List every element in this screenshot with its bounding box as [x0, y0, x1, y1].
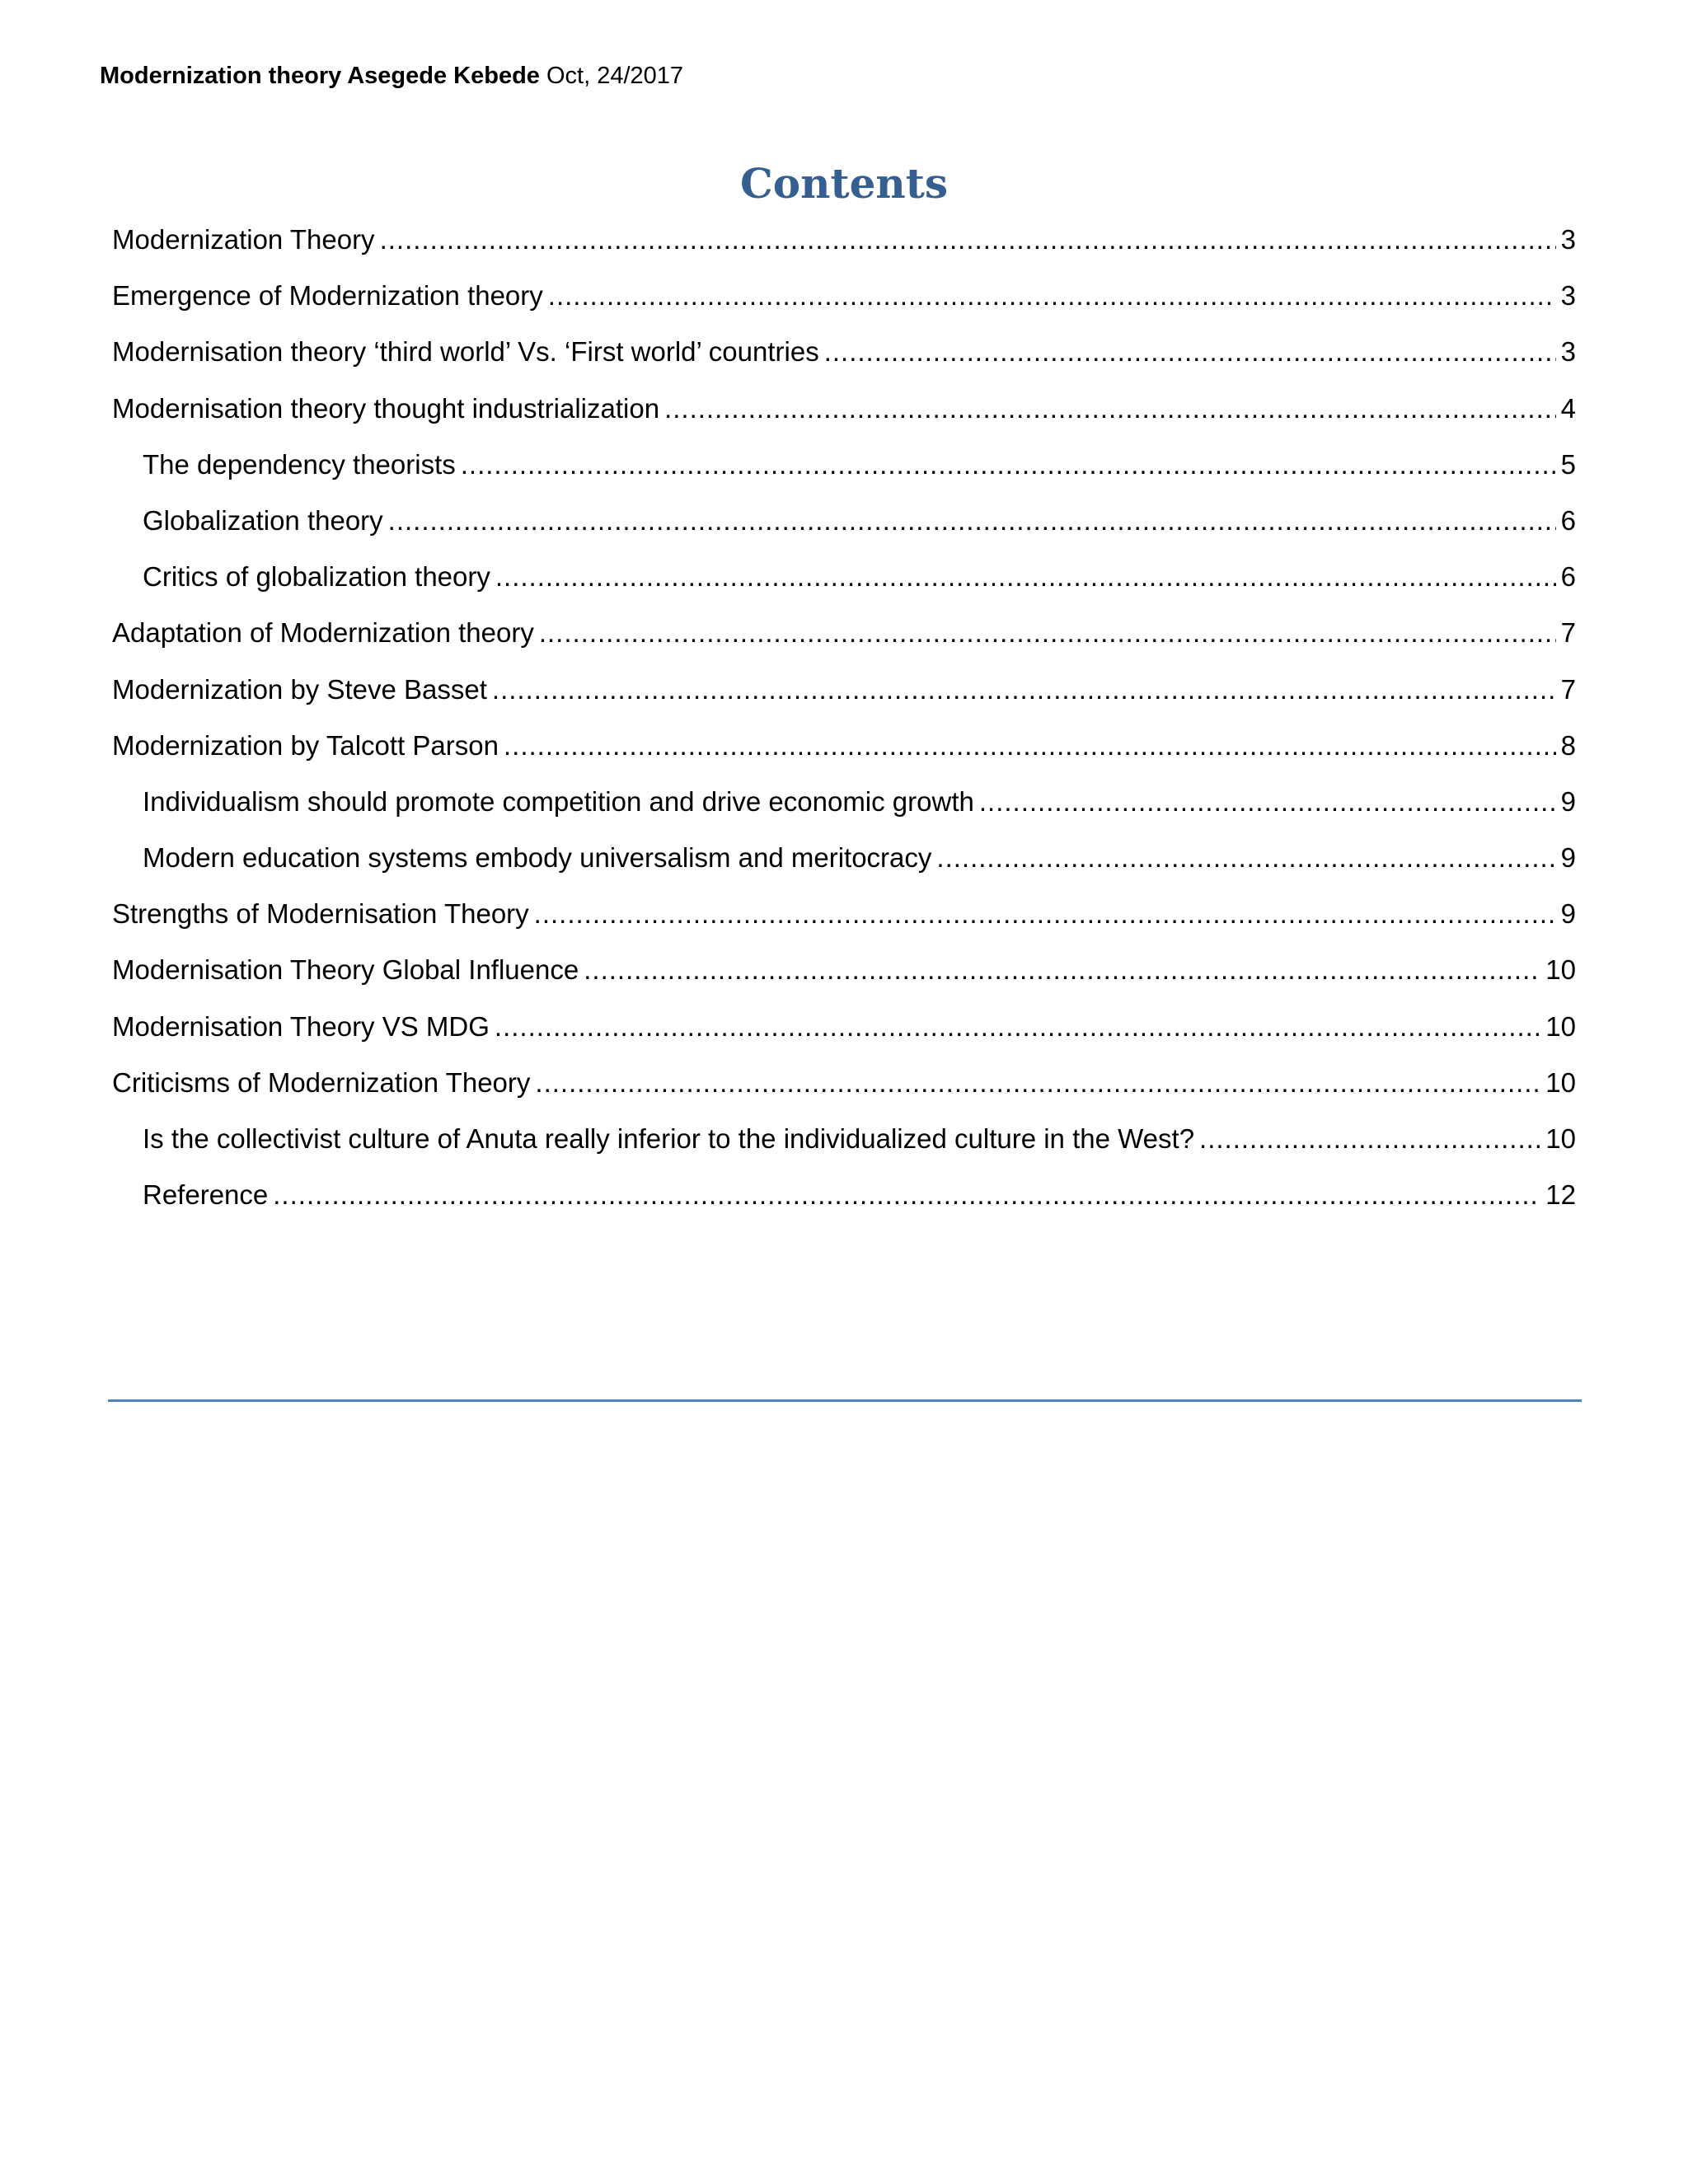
toc-entry-page: 9 — [1560, 898, 1576, 930]
divider-rule — [108, 1399, 1582, 1402]
toc-entry-label: Is the collectivist culture of Anuta really inferior to the individualized culture in the West? — [143, 1123, 1195, 1154]
toc-entry-anuta-culture[interactable] — [112, 1116, 1576, 1172]
toc-leader-dots — [461, 442, 1556, 487]
toc-entry-global-influence[interactable] — [112, 947, 1576, 1003]
toc-leader-dots — [824, 329, 1556, 374]
toc-entry-page: 10 — [1545, 954, 1576, 986]
toc-entry-label: Modernization by Talcott Parson — [112, 729, 499, 761]
toc-entry-label: Individualism should promote competition and drive economic growth — [143, 785, 974, 817]
toc-entry-label: The dependency theorists — [143, 448, 456, 480]
toc-entry-vs-mdg[interactable] — [112, 1004, 1576, 1060]
toc-leader-dots — [539, 610, 1556, 655]
toc-entry-criticisms[interactable] — [112, 1060, 1576, 1116]
toc-entry-page: 10 — [1545, 1010, 1576, 1042]
toc-title: Contents — [739, 159, 948, 208]
toc-entry-page: 3 — [1560, 280, 1576, 312]
toc-entry-talcott-parson[interactable] — [112, 723, 1576, 779]
toc-entry-label: Modernization Theory — [112, 224, 375, 255]
toc-leader-dots — [979, 779, 1556, 824]
toc-entry-steve-basset[interactable] — [112, 667, 1576, 723]
table-of-contents — [112, 217, 1576, 1228]
toc-entry-label: Globalization theory — [143, 504, 383, 536]
toc-entry-label: Reference — [143, 1179, 269, 1211]
toc-entry-page: 7 — [1560, 673, 1576, 705]
toc-entry-page: 8 — [1560, 729, 1576, 761]
toc-entry-page: 10 — [1545, 1123, 1576, 1154]
toc-leader-dots — [535, 1060, 1540, 1105]
toc-entry-label: Modern education systems embody universalism and meritocracy — [143, 842, 932, 874]
toc-entry-label: Strengths of Modernisation Theory — [112, 898, 529, 930]
toc-entry-label: Modernisation Theory VS MDG — [112, 1010, 490, 1042]
toc-entry-page: 3 — [1560, 336, 1576, 368]
toc-entry-page: 9 — [1560, 842, 1576, 874]
toc-entry-adaptation[interactable] — [112, 610, 1576, 666]
toc-leader-dots — [534, 891, 1556, 936]
toc-entry-page: 10 — [1545, 1066, 1576, 1098]
toc-entry-industrialization[interactable] — [112, 386, 1576, 442]
toc-entry-page: 3 — [1560, 224, 1576, 255]
toc-leader-dots — [504, 723, 1556, 768]
toc-leader-dots — [495, 554, 1556, 599]
toc-entry-individualism[interactable] — [112, 779, 1576, 835]
toc-entry-label: Modernisation Theory Global Influence — [112, 954, 579, 986]
toc-entry-label: Adaptation of Modernization theory — [112, 617, 534, 649]
toc-leader-dots — [388, 498, 1556, 543]
toc-entry-strengths[interactable] — [112, 891, 1576, 947]
toc-entry-critics-globalization[interactable] — [112, 554, 1576, 610]
toc-entry-dependency-theorists[interactable] — [112, 442, 1576, 498]
toc-leader-dots — [664, 386, 1556, 431]
page-header — [100, 63, 683, 90]
toc-entry-label: Modernization by Steve Basset — [112, 673, 487, 705]
toc-entry-label: Modernisation theory thought industrialization — [112, 392, 660, 424]
toc-leader-dots — [492, 667, 1556, 712]
toc-entry-page: 12 — [1545, 1179, 1576, 1211]
toc-entry-label: Criticisms of Modernization Theory — [112, 1066, 531, 1098]
toc-entry-page: 9 — [1560, 785, 1576, 817]
toc-leader-dots — [548, 273, 1556, 318]
toc-leader-dots — [936, 835, 1555, 880]
toc-entry-page: 6 — [1560, 561, 1576, 593]
toc-entry-third-vs-first-world[interactable] — [112, 329, 1576, 385]
toc-entry-label: Modernisation theory ‘third world’ Vs. ‘First world’ countries — [112, 336, 819, 368]
toc-entry-page: 6 — [1560, 504, 1576, 536]
toc-leader-dots — [584, 947, 1540, 992]
toc-leader-dots — [1199, 1116, 1540, 1161]
toc-entry-page: 4 — [1560, 392, 1576, 424]
toc-entry-globalization-theory[interactable] — [112, 498, 1576, 554]
header-title: Modernization theory Asegede Kebede — [100, 63, 540, 89]
header-date: Oct, 24/2017 — [546, 63, 684, 89]
toc-entry-modernization-theory[interactable] — [112, 217, 1576, 273]
toc-entry-modern-education[interactable] — [112, 835, 1576, 891]
toc-entry-label: Critics of globalization theory — [143, 561, 490, 593]
toc-entry-reference[interactable] — [112, 1172, 1576, 1228]
toc-entry-label: Emergence of Modernization theory — [112, 280, 543, 312]
toc-leader-dots — [273, 1172, 1540, 1217]
toc-leader-dots — [380, 217, 1556, 262]
toc-entry-emergence[interactable] — [112, 273, 1576, 329]
toc-leader-dots — [495, 1004, 1540, 1049]
toc-entry-page: 7 — [1560, 617, 1576, 649]
toc-entry-page: 5 — [1560, 448, 1576, 480]
